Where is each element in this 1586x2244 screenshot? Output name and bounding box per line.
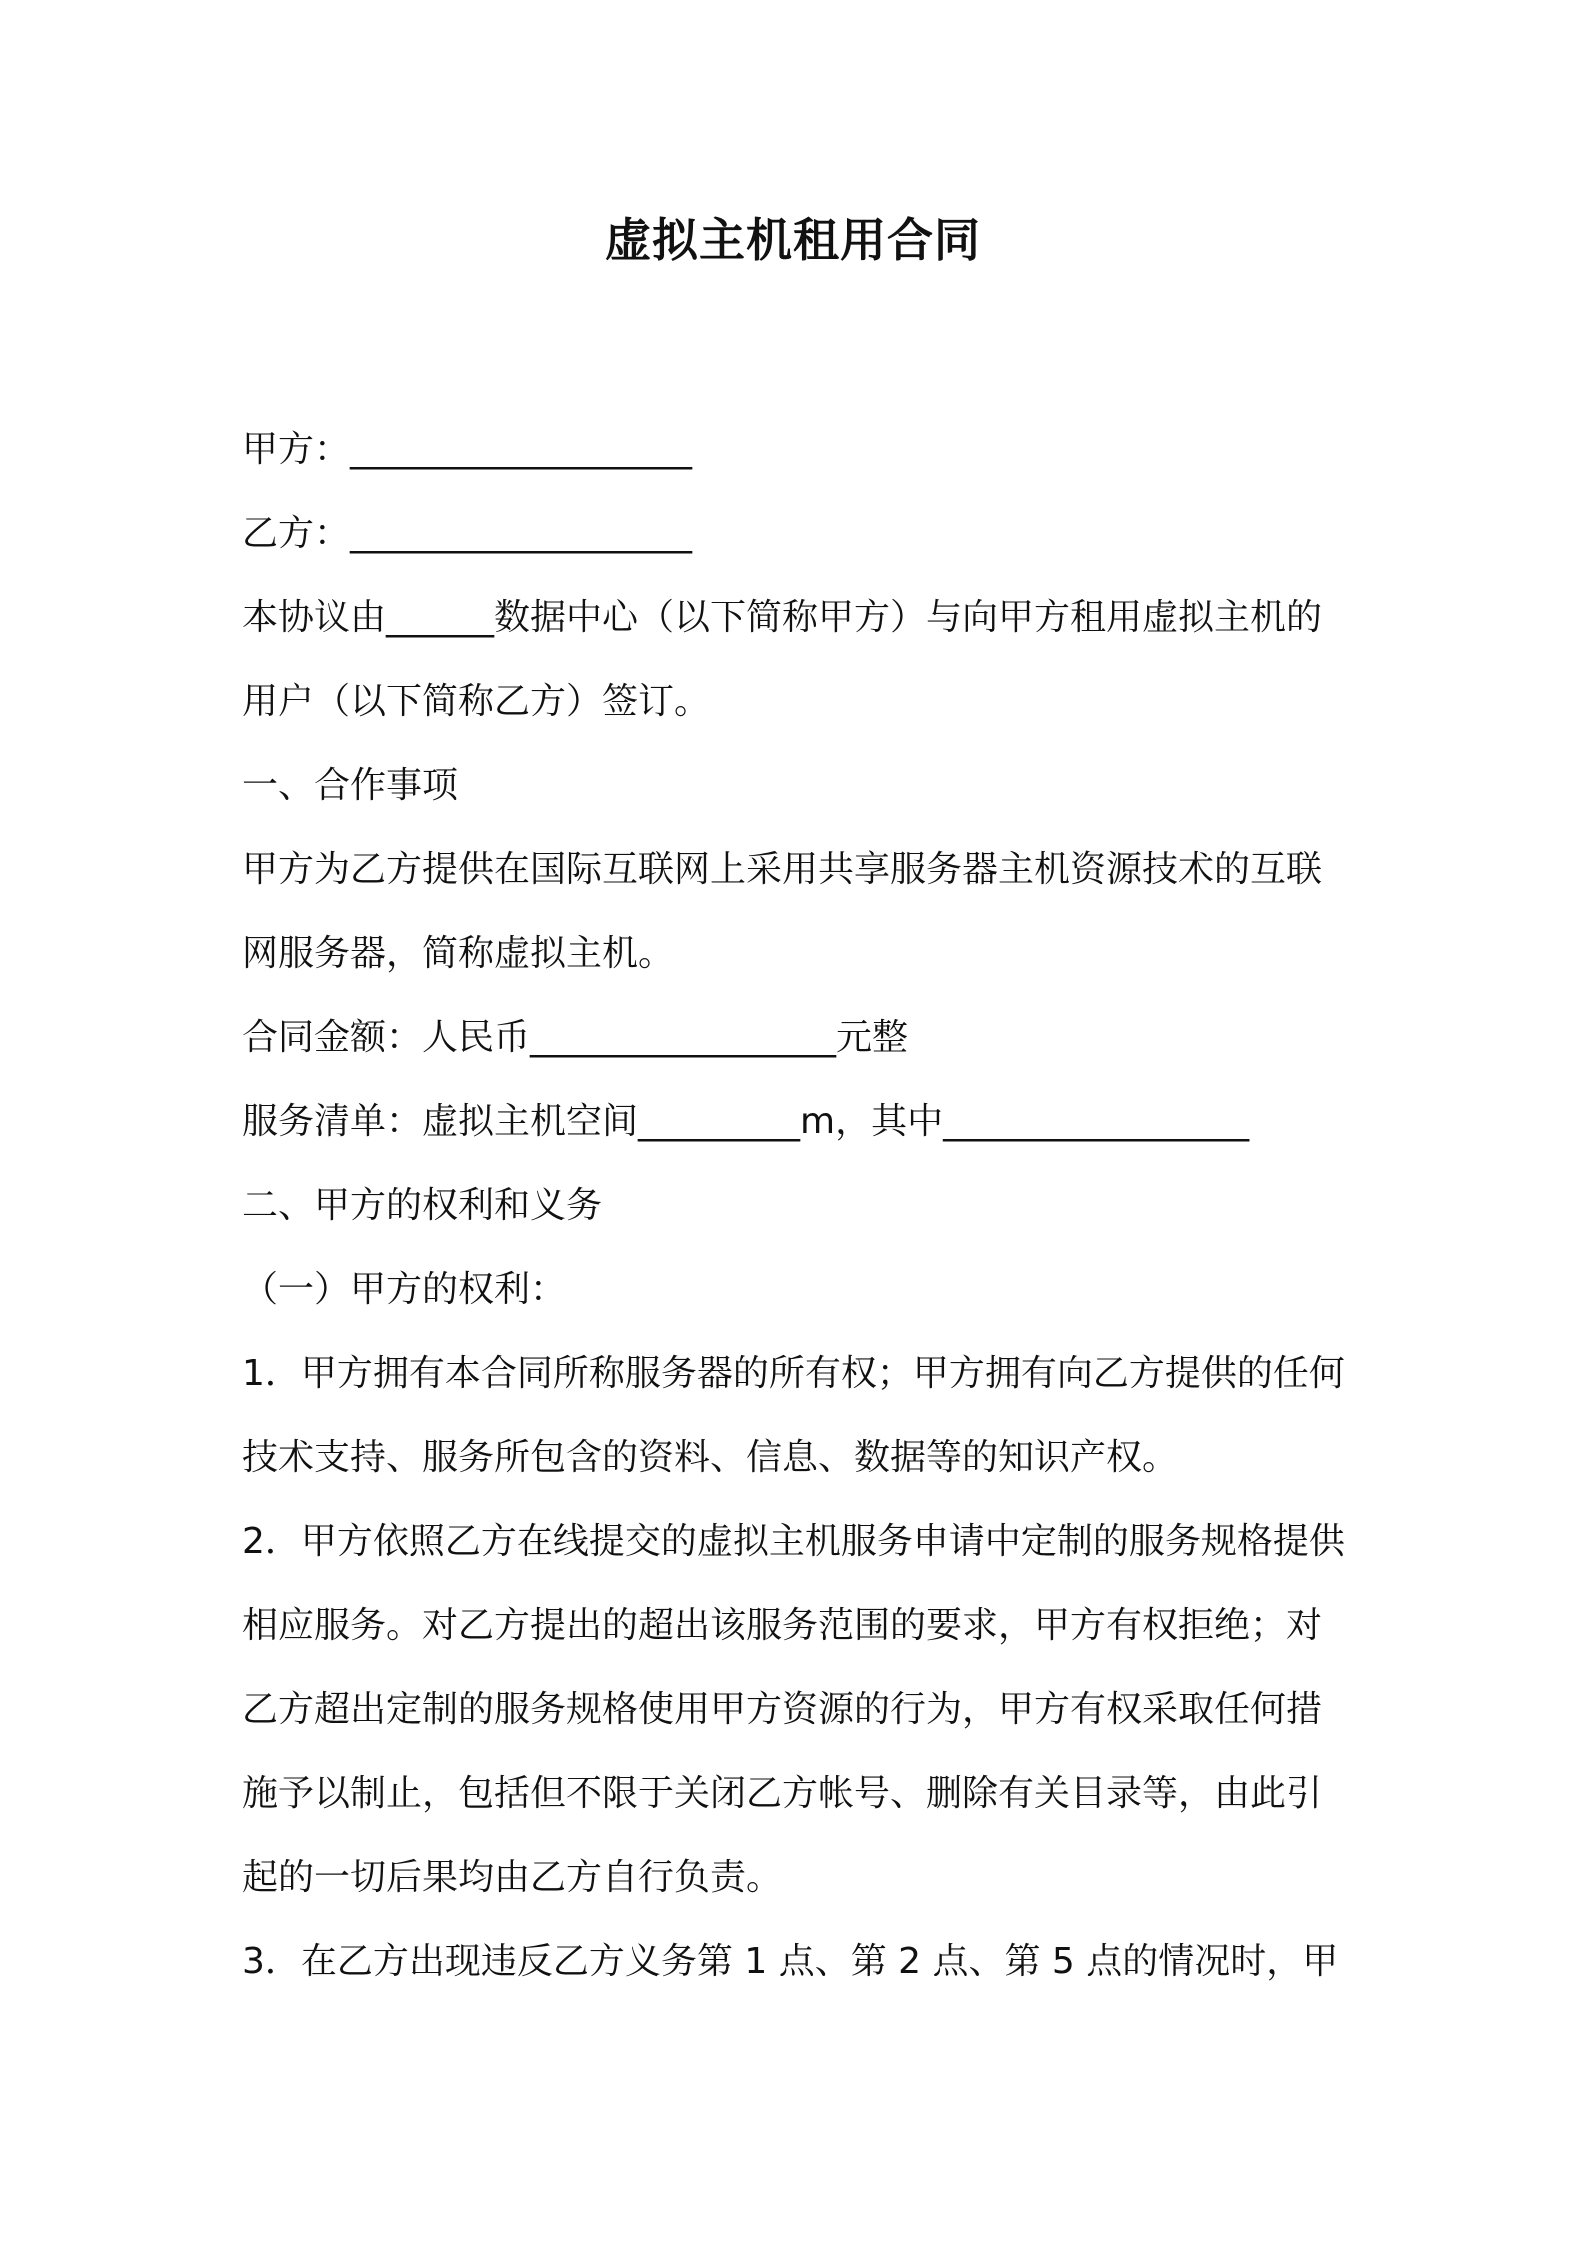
clause-2: 2．甲方依照乙方在线提交的虚拟主机服务申请中定制的服务规格提供相应服务。对乙方提出的超出该服务范围的要求，甲方有权拒绝；对乙方超出定制的服务规格使用甲方资源的行为，甲方有权采取任何措施予以制止，包括但不限于关闭乙方帐号、删除有关目录等，由此引起的一切后果均由乙方自行负责。: [242, 1521, 1345, 1898]
service-list-line: 服务清单：虚拟主机空间_________m，其中_________________: [242, 1101, 1250, 1142]
clause-3: 3．在乙方出现违反乙方义务第 1 点、第 2 点、第 5 点的情况时，甲: [242, 1941, 1339, 1982]
section-heading-cooperation: 一、合作事项: [242, 765, 459, 806]
party-b-line: 乙方：___________________: [242, 513, 693, 554]
intro-paragraph: 本协议由______数据中心（以下简称甲方）与向甲方租用虚拟主机的用户（以下简称乙方）签订。: [242, 597, 1323, 722]
cooperation-paragraph: 甲方为乙方提供在国际互联网上采用共享服务器主机资源技术的互联网服务器，简称虚拟主机。: [242, 849, 1323, 974]
document-title: 虚拟主机租用合同: [605, 213, 981, 267]
clause-1: 1．甲方拥有本合同所称服务器的所有权；甲方拥有向乙方提供的任何技术支持、服务所包含的资料、信息、数据等的知识产权。: [242, 1353, 1345, 1478]
subsection-heading-rights: （一）甲方的权利：: [242, 1269, 567, 1310]
section-heading-party-a-rights: 二、甲方的权利和义务: [242, 1185, 603, 1226]
party-a-line: 甲方：___________________: [242, 429, 693, 470]
document-body: [242, 408, 1362, 2004]
contract-amount-line: 合同金额：人民币_________________元整: [242, 1017, 909, 1058]
